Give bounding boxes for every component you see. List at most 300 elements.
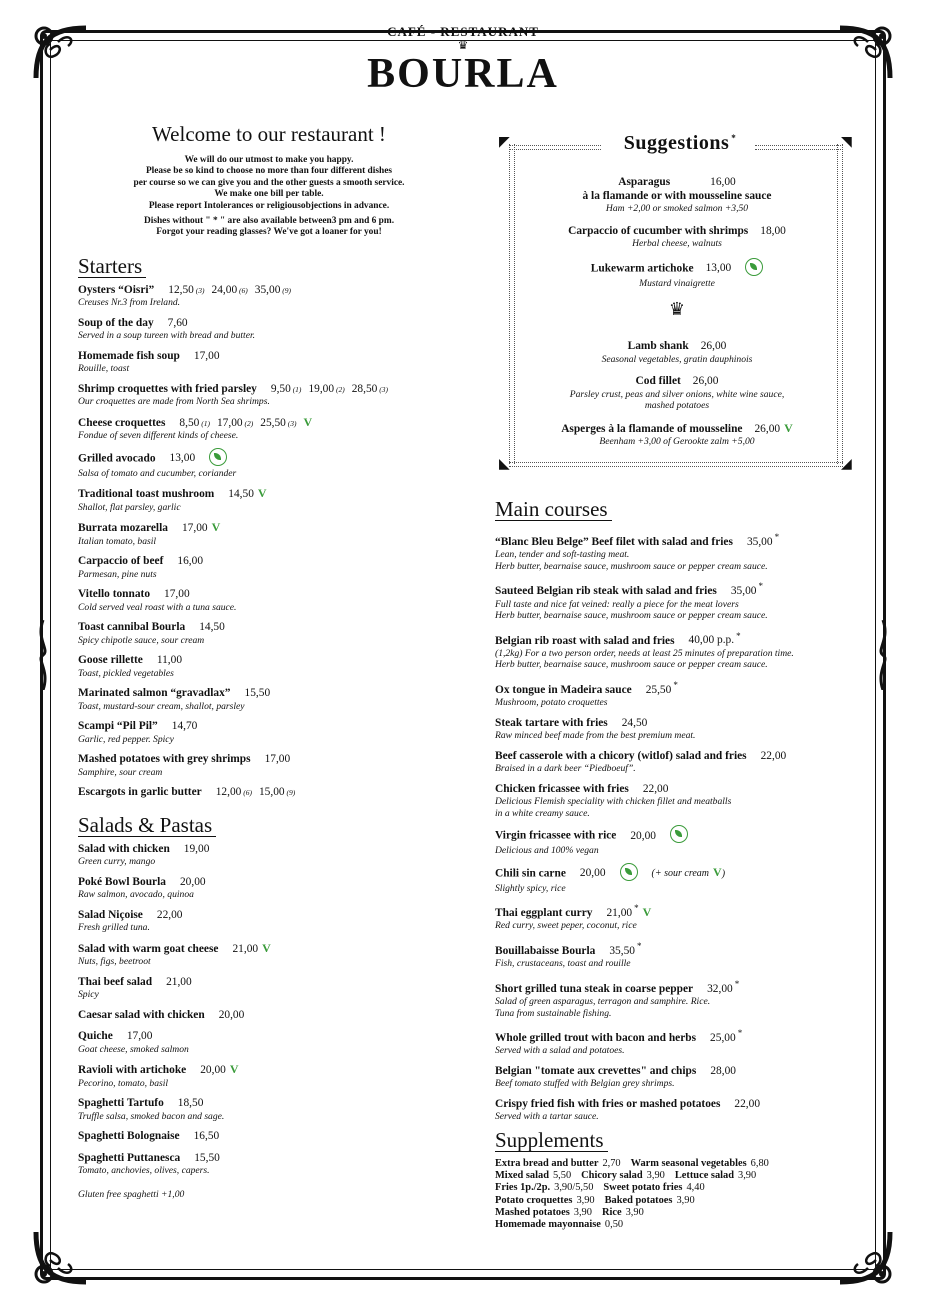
dish-price: 16,50 xyxy=(193,1130,220,1143)
dish-name: Beef casserole with a chicory (witlof) salad and fries xyxy=(495,749,747,762)
dish-name: Thai eggplant curry xyxy=(495,906,593,919)
availability-star: * xyxy=(636,940,642,951)
dish-description: Rouille, toast xyxy=(78,363,130,375)
dish-name: Bouillabaisse Bourla xyxy=(495,944,596,957)
dish-name: Scampi “Pil Pil” xyxy=(78,720,158,733)
dish-description: Salsa of tomato and cucumber, coriander xyxy=(78,467,237,479)
menu-item-header xyxy=(78,317,430,331)
supplement-price: 3,90 xyxy=(625,1207,644,1219)
suggestions-border xyxy=(837,144,843,464)
menu-item xyxy=(78,350,430,375)
menu-item-header xyxy=(78,383,430,397)
welcome-line: per course so we can give you and the other guests a smooth service. xyxy=(133,177,405,188)
dish-name: Spaghetti Bolognaise xyxy=(78,1130,180,1143)
dish-description: Raw minced beef made from the best premium meat. xyxy=(495,730,696,742)
supplement-price: 3,90 xyxy=(646,1170,665,1182)
suggestion-name: Lukewarm artichoke xyxy=(590,262,694,275)
suggestion-item xyxy=(519,375,835,412)
dish-description: Shallot, flat parsley, garlic xyxy=(78,501,181,513)
dish-description: Fish, crustaceans, toast and rouille xyxy=(495,958,631,970)
menu-item-header xyxy=(495,1065,855,1079)
suggestion-price: 16,00 xyxy=(710,176,736,188)
menu-item xyxy=(495,630,855,671)
supplement-row xyxy=(495,1182,855,1194)
availability-star: * xyxy=(737,1028,743,1039)
dish-extra: (+ sour cream xyxy=(651,868,710,880)
menu-item-header xyxy=(78,786,430,800)
dish-price: 21,00 xyxy=(606,906,633,919)
dish-name: Marinated salmon “gravadlax” xyxy=(78,687,231,700)
section-title-salads: Salads & Pastas xyxy=(78,814,216,837)
menu-item-header xyxy=(78,876,430,890)
menu-item xyxy=(78,416,430,442)
menu-item xyxy=(78,942,430,968)
dish-name: Cheese croquettes xyxy=(78,416,166,429)
dish-price: 12,50 xyxy=(168,283,194,296)
supplement-price: 4,40 xyxy=(686,1182,705,1194)
vegetarian-icon: V xyxy=(713,865,722,880)
dish-price: 19,00 xyxy=(183,842,210,855)
side-ornament-icon xyxy=(36,620,50,690)
dish-price: 22,00 xyxy=(156,908,183,921)
dish-price: 16,00 xyxy=(177,555,204,568)
menu-item-header xyxy=(78,416,430,431)
suggestion-description: Seasonal vegetables, gratin dauphinois xyxy=(601,353,753,365)
dish-name: Ox tongue in Madeira sauce xyxy=(495,683,632,696)
dish-description: Spicy chipotle sauce, sour cream xyxy=(78,634,205,646)
supplement-price: 3,90/5,50 xyxy=(554,1182,594,1194)
menu-item xyxy=(495,717,855,742)
suggestion-header xyxy=(519,340,835,354)
dish-price: 17,00 xyxy=(193,349,220,362)
vegan-leaf-icon xyxy=(209,448,227,466)
vegetarian-icon: V xyxy=(784,420,793,435)
dish-name: Escargots in garlic butter xyxy=(78,786,202,799)
menu-item xyxy=(78,976,430,1001)
suggestion-description: mashed potatoes xyxy=(644,400,710,411)
menu-item-header xyxy=(495,580,855,598)
dish-price: 24,50 xyxy=(621,716,648,729)
availability-star: * xyxy=(736,630,741,641)
dish-name: Vitello tonnato xyxy=(78,588,151,601)
menu-item-header xyxy=(78,1030,430,1044)
dish-price: 9,50 xyxy=(270,382,291,395)
portion-size: (3) xyxy=(377,384,388,394)
menu-item-header xyxy=(78,1097,430,1111)
supplement-price: 3,90 xyxy=(738,1170,757,1182)
dish-name: Caesar salad with chicken xyxy=(78,1008,205,1021)
corner-flourish-icon: ◣ xyxy=(499,457,510,472)
menu-item xyxy=(78,383,430,408)
availability-star: * xyxy=(774,532,780,542)
suggestion-description: Mustard vinaigrette xyxy=(639,277,715,289)
availability-star: * xyxy=(758,581,763,592)
menu-item-header xyxy=(78,1130,430,1144)
dish-description: Served with a salad and potatoes. xyxy=(495,1045,625,1057)
menu-item xyxy=(495,978,855,1019)
suggestion-item xyxy=(519,260,835,290)
dish-name: Salad with warm goat cheese xyxy=(78,942,219,955)
suggestion-header xyxy=(519,375,835,389)
dish-extra-close: ) xyxy=(721,868,726,880)
dish-price: 35,50 xyxy=(609,944,635,957)
dish-description: Delicious Flemish speciality with chicken fillet and meatballs xyxy=(495,796,732,808)
dish-name: Traditional toast mushroom xyxy=(78,488,215,501)
dish-description: Herb butter, bearnaise sauce, mushroom sauce or pepper cream sauce. xyxy=(495,610,768,622)
dish-price: 35,00 xyxy=(730,585,757,598)
menu-item-header xyxy=(78,450,430,468)
portion-size: (3) xyxy=(285,418,297,428)
menu-item-header xyxy=(495,978,855,996)
restaurant-name: BOURLA xyxy=(367,51,559,97)
portion-size: (2) xyxy=(334,384,345,394)
supplement-name: Fries 1p./2p. xyxy=(495,1182,551,1194)
vegetarian-icon: V xyxy=(229,1062,239,1077)
corner-flourish-icon: ◤ xyxy=(499,135,510,150)
dish-description: Garlic, red pepper. Spicy xyxy=(78,733,174,745)
menu-item xyxy=(78,621,430,646)
menu-item xyxy=(495,531,855,572)
dish-name: Quiche xyxy=(78,1030,113,1043)
menu-item-header xyxy=(495,679,855,697)
dish-price: 35,00 xyxy=(746,535,773,548)
supplement-row xyxy=(495,1195,855,1207)
availability-star: * xyxy=(634,903,639,914)
supplement-price: 2,70 xyxy=(602,1157,621,1169)
portion-size: (9) xyxy=(280,285,292,295)
dish-price: 22,00 xyxy=(642,782,669,795)
dish-description: Braised in a dark beer “Piedboeuf”. xyxy=(495,763,636,775)
salads-list xyxy=(78,843,430,1177)
dish-description: Tuna from sustainable fishing. xyxy=(495,1007,612,1019)
portion-size: (3) xyxy=(193,285,205,295)
dish-price: 25,00 xyxy=(710,1031,736,1044)
menu-item-header xyxy=(495,1098,855,1112)
dish-price: 28,50 xyxy=(351,382,378,395)
dish-price: 28,00 xyxy=(710,1064,736,1077)
dish-name: Goose rillette xyxy=(78,654,143,667)
suggestions-box xyxy=(495,132,857,472)
dish-price: 18,50 xyxy=(177,1097,204,1110)
dish-price: 25,50 xyxy=(645,683,672,696)
section-title-main-courses: Main courses xyxy=(495,498,612,521)
dish-price: 20,00 xyxy=(179,875,206,888)
menu-item-header xyxy=(495,750,855,764)
dish-price: 25,50 xyxy=(260,416,286,429)
supplement-name: Homemade mayonnaise xyxy=(495,1219,601,1231)
dish-name: Homemade fish soup xyxy=(78,349,180,362)
vegan-leaf-icon xyxy=(620,863,638,881)
dish-name: Thai beef salad xyxy=(78,975,153,988)
dish-description: Toast, mustard-sour cream, shallot, parsley xyxy=(78,700,245,712)
dish-description: in a white creamy sauce. xyxy=(495,807,590,819)
menu-item xyxy=(495,865,855,895)
dish-description: Nuts, figs, beetroot xyxy=(78,956,151,968)
menu-item xyxy=(78,909,430,934)
side-ornament-icon xyxy=(876,620,890,690)
portion-size: (6) xyxy=(237,285,248,295)
dish-description: Pecorino, tomato, basil xyxy=(78,1077,169,1089)
dish-name: Salad with chicken xyxy=(78,842,170,855)
vegan-leaf-icon xyxy=(670,825,688,843)
menu-item xyxy=(78,284,430,309)
supplement-name: Warm seasonal vegetables xyxy=(630,1157,747,1169)
supplement-row xyxy=(495,1219,855,1231)
suggestion-price: 26,00 xyxy=(692,375,719,387)
dish-name: Shrimp croquettes with fried parsley xyxy=(78,382,257,395)
menu-item-header xyxy=(78,521,430,536)
supplement-price: 3,90 xyxy=(676,1194,695,1206)
menu-item xyxy=(495,940,855,970)
suggestion-price: 26,00 xyxy=(754,422,781,435)
menu-item-header xyxy=(78,942,430,957)
menu-item xyxy=(78,588,430,613)
supplement-row xyxy=(495,1170,855,1182)
dish-price: 17,00 xyxy=(216,416,243,429)
supplement-price: 5,50 xyxy=(552,1170,572,1182)
dish-price: 15,50 xyxy=(194,1151,220,1164)
dish-name: Short grilled tuna steak in coarse pepper xyxy=(495,982,694,995)
menu-item-header xyxy=(495,630,855,648)
menu-item xyxy=(78,317,430,342)
dish-name: Grilled avocado xyxy=(78,452,156,465)
menu-item xyxy=(78,720,430,745)
dish-price: 17,00 xyxy=(126,1030,153,1043)
menu-item-header xyxy=(78,687,430,701)
menu-item-header xyxy=(78,1152,430,1166)
dish-name: Burrata mozarella xyxy=(78,522,168,535)
dish-description: Herb butter, bearnaise sauce, mushroom sauce or pepper cream sauce. xyxy=(495,659,768,671)
dish-description: Mushroom, potato croquettes xyxy=(495,697,608,709)
portion-size: (2) xyxy=(242,418,254,428)
dish-description: Beef tomato stuffed with Belgian grey shrimps. xyxy=(495,1078,675,1090)
dish-price: 11,00 xyxy=(156,654,183,667)
vegan-leaf-icon xyxy=(745,258,763,276)
menu-item xyxy=(78,555,430,580)
dish-description: Fresh grilled tuna. xyxy=(78,922,150,934)
portion-size: (1) xyxy=(290,384,302,394)
dish-price: 19,00 xyxy=(308,382,335,395)
suggestions-border xyxy=(509,144,515,464)
section-title-supplements: Supplements xyxy=(495,1129,608,1152)
supplement-price: 6,80 xyxy=(750,1157,769,1169)
main-courses-column xyxy=(495,498,855,1232)
dish-name: Steak tartare with fries xyxy=(495,716,608,729)
suggestion-name: Carpaccio of cucumber with shrimps xyxy=(568,224,749,237)
dish-name: Belgian rib roast with salad and fries xyxy=(495,634,675,647)
suggestions-border xyxy=(755,145,841,150)
menu-item xyxy=(78,1030,430,1055)
menu-item xyxy=(495,679,855,709)
menu-item xyxy=(495,783,855,820)
dish-price: 17,00 xyxy=(164,588,190,601)
dish-price: 17,00 xyxy=(181,522,208,535)
dish-name: Toast cannibal Bourla xyxy=(78,621,186,634)
gluten-free-note: Gluten free spaghetti +1,00 xyxy=(78,1188,185,1200)
dish-price: 15,50 xyxy=(244,687,271,700)
menu-item-header xyxy=(495,1027,855,1045)
menu-item xyxy=(78,450,430,480)
supplement-price: 3,90 xyxy=(576,1194,595,1206)
suggestion-description: Parsley crust, peas and silver onions, white wine sauce, xyxy=(569,388,785,400)
menu-item-header xyxy=(78,555,430,569)
dish-name: “Blanc Bleu Belge” Beef filet with salad and fries xyxy=(495,535,733,548)
suggestion-item xyxy=(519,340,835,365)
dish-description: Spicy xyxy=(78,989,99,1001)
menu-item xyxy=(78,876,430,901)
menu-item-header xyxy=(78,753,430,767)
menu-item-header xyxy=(495,783,855,797)
menu-item xyxy=(495,902,855,932)
menu-item xyxy=(495,827,855,857)
suggestion-price: 26,00 xyxy=(700,340,727,352)
dish-name: Virgin fricassee with rice xyxy=(495,829,617,842)
menu-item xyxy=(78,1097,430,1122)
availability-star: * xyxy=(734,978,740,989)
dish-description: Toast, pickled vegetables xyxy=(78,667,174,679)
dish-description: Served with a tartar sauce. xyxy=(495,1111,599,1123)
corner-ornament-icon xyxy=(30,1226,92,1288)
menu-item-header xyxy=(78,654,430,668)
left-column xyxy=(78,122,430,1200)
suggestion-header xyxy=(519,422,835,437)
menu-item-header xyxy=(78,588,430,602)
dish-description: Our croquettes are made from North Sea shrimps. xyxy=(78,396,270,408)
suggestions-title: Suggestions * xyxy=(623,132,737,154)
dish-name: Chicken fricassee with fries xyxy=(495,782,629,795)
suggestion-item xyxy=(519,176,835,215)
dish-description: Creuses Nr.3 from Ireland. xyxy=(78,297,181,309)
dish-description: Herb butter, bearnaise sauce, mushroom sauce or pepper cream sauce. xyxy=(495,560,768,572)
dish-name: Spaghetti Tartufo xyxy=(78,1097,164,1110)
suggestion-item xyxy=(519,225,835,250)
crown-icon: ♛ xyxy=(457,38,469,52)
crown-icon: ♛ xyxy=(668,299,686,319)
dish-name: Poké Bowl Bourla xyxy=(78,875,166,888)
dish-price: 14,70 xyxy=(171,720,198,733)
suggestion-name: à la flamande or with mousseline sauce xyxy=(582,189,772,202)
welcome-text xyxy=(78,155,430,239)
dish-price: 22,00 xyxy=(760,749,787,762)
supplement-row xyxy=(495,1207,855,1219)
dish-description: Samphire, sour cream xyxy=(78,766,163,778)
welcome-title: Welcome to our restaurant ! xyxy=(152,122,386,146)
corner-flourish-icon: ◥ xyxy=(841,135,852,150)
dish-description: Raw salmon, avocado, quinoa xyxy=(78,889,194,901)
dish-description: Fondue of seven different kinds of cheese. xyxy=(78,430,239,442)
vegetarian-icon: V xyxy=(642,904,652,919)
supplement-name: Sweet potato fries xyxy=(603,1182,683,1194)
supplement-price: 0,50 xyxy=(604,1219,624,1231)
dish-name: Mashed potatoes with grey shrimps xyxy=(78,753,251,766)
dish-description: Served in a soup tureen with bread and butter. xyxy=(78,330,256,342)
suggestion-header xyxy=(519,225,835,239)
menu-item xyxy=(78,654,430,679)
welcome-line: Please be so kind to choose no more than four different dishes xyxy=(145,166,393,177)
menu-item xyxy=(78,753,430,778)
dish-name: Salad Niçoise xyxy=(78,908,143,921)
vegetarian-icon: V xyxy=(211,520,221,535)
menu-item-header xyxy=(78,350,430,364)
dish-price: 7,60 xyxy=(167,316,188,329)
menu-item-header xyxy=(78,284,430,298)
menu-item-header xyxy=(495,531,855,549)
starters-list xyxy=(78,284,430,800)
menu-item-header xyxy=(495,865,855,883)
dish-description: Parmesan, pine nuts xyxy=(78,568,157,580)
dish-description: Tomato, anchovies, olives, capers. xyxy=(78,1165,210,1177)
suggestion-description: Herbal cheese, walnuts xyxy=(632,238,722,249)
dish-description: Delicious and 100% vegan xyxy=(495,845,599,857)
dish-price: 20,00 xyxy=(579,867,606,880)
corner-ornament-icon xyxy=(834,1226,896,1288)
welcome-line: Forgot your reading glasses? We've got a loaner for you! xyxy=(156,227,382,238)
dish-description: Full taste and nice fat veined: really a piece for the meat lovers xyxy=(495,598,739,610)
dish-price: 8,50 xyxy=(179,416,200,429)
dish-description: Lean, tender and soft-tasting meat. xyxy=(495,549,630,561)
suggestions-list xyxy=(519,176,835,458)
vegetarian-icon: V xyxy=(257,486,267,501)
dish-name: Spaghetti Puttanesca xyxy=(78,1151,181,1164)
menu-item xyxy=(78,487,430,513)
menu-item-header xyxy=(78,487,430,502)
menu-item xyxy=(78,843,430,868)
dish-price: 21,00 xyxy=(232,942,259,955)
dish-name: Belgian "tomate aux crevettes" and chips xyxy=(495,1064,697,1077)
dish-description: Green curry, mango xyxy=(78,856,156,868)
menu-item-header xyxy=(495,940,855,958)
dish-price: 35,00 xyxy=(254,283,281,296)
supplement-name: Lettuce salad xyxy=(674,1170,735,1182)
dish-description: Goat cheese, smoked salmon xyxy=(78,1043,189,1055)
dish-price: 24,00 xyxy=(211,283,238,296)
menu-item-header xyxy=(78,1063,430,1078)
menu-item xyxy=(495,1098,855,1123)
menu-item-header xyxy=(78,909,430,923)
menu-item-header xyxy=(78,621,430,635)
supplement-row xyxy=(495,1158,855,1170)
supplement-name: Mashed potatoes xyxy=(495,1207,570,1219)
dish-price: 20,00 xyxy=(218,1008,245,1021)
suggestion-price: 13,00 xyxy=(705,262,732,275)
dish-price: 14,50 xyxy=(199,621,225,634)
dish-name: Ravioli with artichoke xyxy=(78,1064,187,1077)
dish-description: Salad of green asparagus, terragon and samphire. Rice. xyxy=(495,996,711,1008)
menu-item xyxy=(495,580,855,621)
dish-name: Chili sin carne xyxy=(495,867,566,880)
portion-size: (9) xyxy=(284,788,296,798)
supplement-name: Extra bread and butter xyxy=(495,1157,599,1169)
dish-description: Italian tomato, basil xyxy=(78,535,157,547)
suggestion-name: Cod fillet xyxy=(635,375,681,387)
dish-description: (1,2kg) For a two person order, needs at least 25 minutes of preparation time. xyxy=(495,647,794,659)
dish-name: Soup of the day xyxy=(78,316,154,329)
menu-item xyxy=(78,1063,430,1089)
portion-size: (1) xyxy=(199,418,210,428)
dish-description: Truffle salsa, smoked bacon and sage. xyxy=(78,1110,225,1122)
supplement-name: Rice xyxy=(601,1207,622,1219)
availability-star: * xyxy=(673,679,678,690)
menu-item-header xyxy=(78,1009,430,1023)
suggestion-description: Ham +2,00 or smoked salmon +3,50 xyxy=(605,203,749,214)
supplement-name: Baked potatoes xyxy=(604,1194,673,1206)
dish-price: 12,00 xyxy=(215,786,242,799)
dish-description: Red curry, sweet peper, coconut, rice xyxy=(495,920,637,932)
suggestion-name: Asparagus 16,00 xyxy=(618,176,736,188)
suggestion-name: Lamb shank xyxy=(627,340,689,352)
dish-price: 40,00 p.p. xyxy=(688,634,735,647)
menu-item-header xyxy=(495,827,855,845)
